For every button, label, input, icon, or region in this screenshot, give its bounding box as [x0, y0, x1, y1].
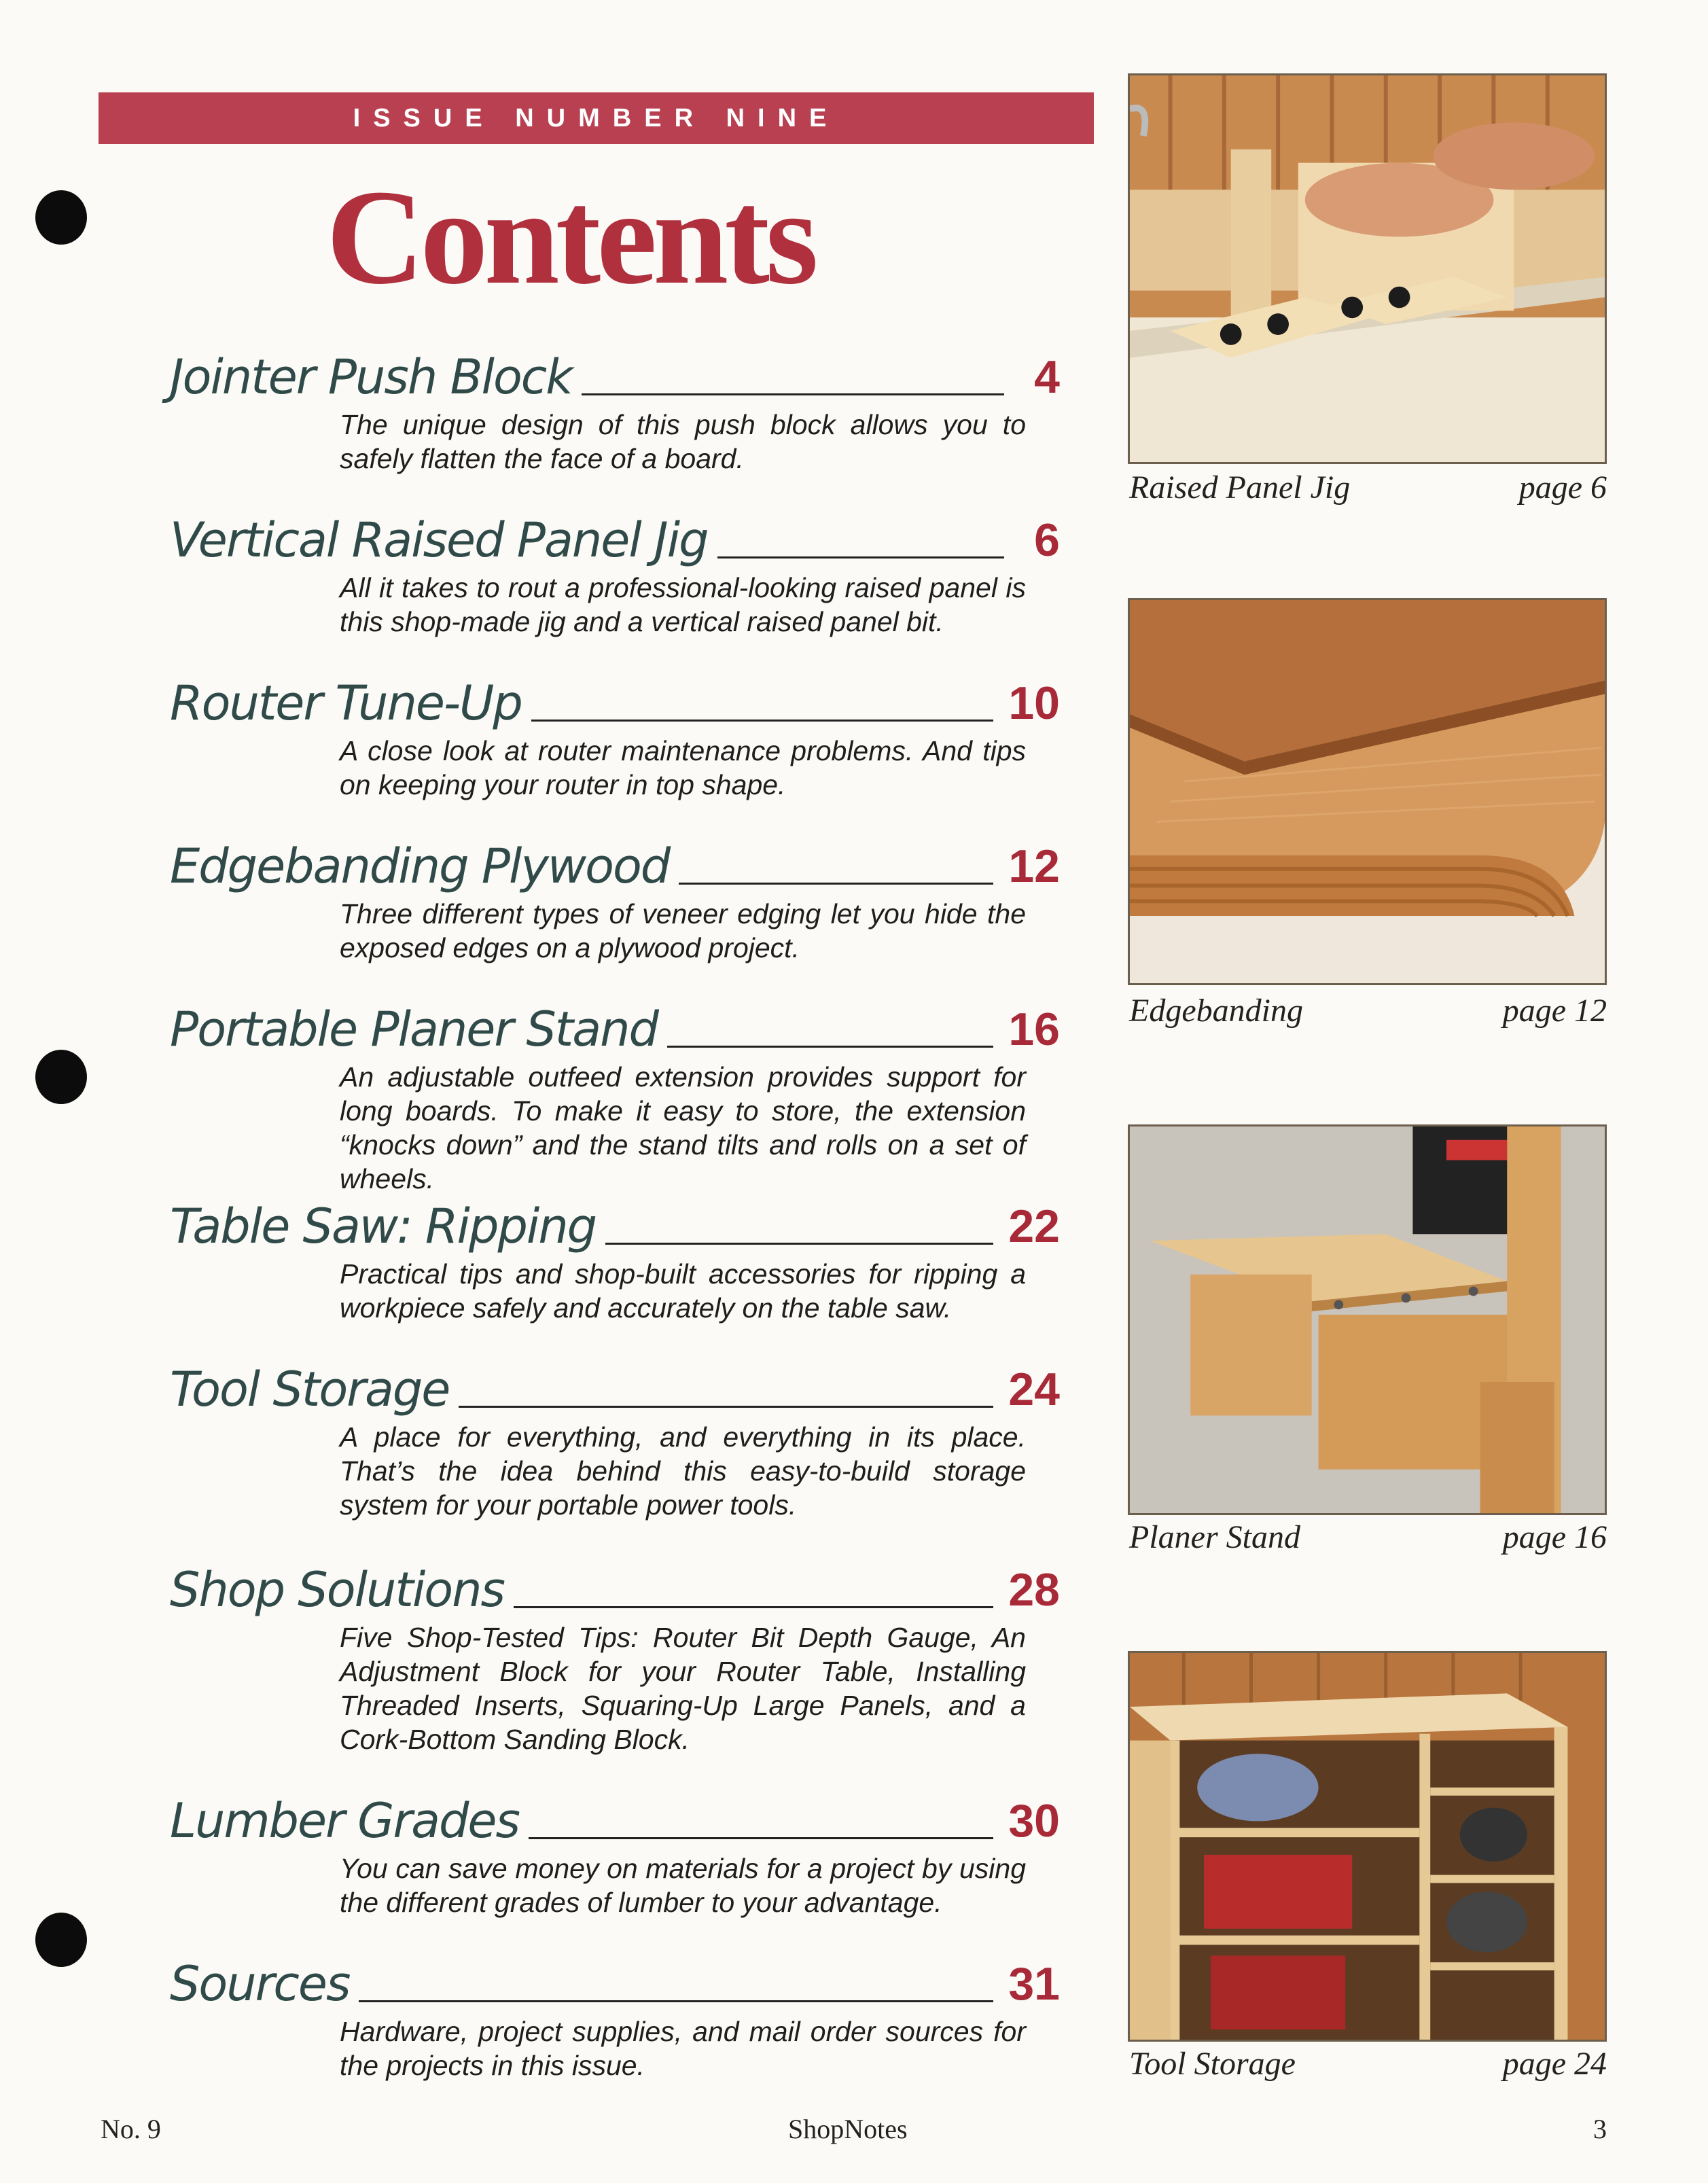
entry-page-number: 28: [1008, 1564, 1060, 1616]
photo-caption: [1128, 469, 1607, 510]
entry-title: Tool Storage: [170, 1362, 450, 1417]
footer-magazine: ShopNotes: [788, 2114, 908, 2144]
leader-rule: [459, 1406, 993, 1408]
entry-title: Edgebanding Plywood: [170, 838, 670, 894]
entry-description: Hardware, project supplies, and mail order sources for the projects in this issue.: [340, 2016, 1026, 2081]
entry-title: Jointer Push Block: [170, 349, 572, 405]
photo-edgebanding: [1128, 598, 1607, 985]
page-title: Contents: [326, 162, 815, 313]
binder-hole-bottom: [35, 1913, 87, 1967]
entry-description: An adjustable outfeed extension provides support for long boards. To make it easy to store, the extension “knocks down” and the stand tilts and rolls on a set of wheels.: [340, 1061, 1026, 1194]
leader-rule: [582, 393, 1004, 395]
entry-page-number: 22: [1008, 1201, 1060, 1252]
leader-rule: [679, 883, 993, 885]
photo-caption: [1128, 1519, 1607, 1559]
caption-label: Edgebanding: [1129, 993, 1303, 1029]
caption-page: page 24: [1502, 2046, 1607, 2082]
leader-rule: [514, 1606, 993, 1608]
photo-caption: [1128, 2045, 1607, 2086]
entry-title: Sources: [170, 1956, 350, 2012]
footer-issue: No. 9: [101, 2114, 161, 2144]
leader-rule: [359, 2000, 993, 2002]
entry-description: All it takes to rout a professional-looking raised panel is this shop-made jig and a vertical raised panel bit.: [340, 572, 1026, 637]
entry-description: You can save money on materials for a project by using the different grades of lumber to your advantage.: [340, 1853, 1026, 1918]
entry-title: Router Tune-Up: [170, 675, 522, 731]
entry-title: Vertical Raised Panel Jig: [170, 512, 708, 568]
entry-page-number: 30: [1008, 1795, 1060, 1847]
leader-rule: [531, 720, 994, 722]
caption-page: page 16: [1502, 1519, 1607, 1555]
leader-rule: [529, 1837, 993, 1839]
caption-label: Raised Panel Jig: [1129, 469, 1351, 505]
entry-page-number: 31: [1008, 1958, 1060, 2010]
entry-page-number: 12: [1008, 840, 1060, 892]
caption-label: Tool Storage: [1129, 2046, 1296, 2082]
binder-hole-middle: [35, 1050, 87, 1104]
entry-page-number: 6: [1034, 514, 1060, 566]
issue-banner: ISSUE NUMBER NINE: [99, 92, 1094, 144]
footer-page-number: 3: [1593, 2114, 1607, 2144]
photo-tool-storage: [1128, 1651, 1607, 2042]
entry-description: Three different types of veneer edging let you hide the exposed edges on a plywood project.: [340, 898, 1026, 963]
entry-description: A place for everything, and everything in its place. That’s the idea behind this easy-to-build storage system for your portable power tools.: [340, 1421, 1026, 1521]
photo-caption: [1128, 992, 1607, 1033]
photo-raised-panel-jig: [1128, 73, 1607, 464]
entry-title: Portable Planer Stand: [170, 1001, 658, 1057]
caption-label: Planer Stand: [1129, 1519, 1300, 1555]
entry-description: Practical tips and shop-built accessories for ripping a workpiece safely and accurately on the table saw.: [340, 1258, 1026, 1324]
entry-description: Five Shop-Tested Tips: Router Bit Depth Gauge, An Adjustment Block for your Router Table, Installing Threaded Inserts, Squaring-Up Large Panels, and a Cork-Bottom Sanding Block.: [340, 1622, 1026, 1755]
entry-page-number: 4: [1034, 351, 1060, 403]
caption-page: page 12: [1502, 993, 1607, 1029]
entry-title: Lumber Grades: [170, 1793, 519, 1849]
leader-rule: [717, 556, 1004, 558]
leader-rule: [605, 1243, 993, 1245]
leader-rule: [667, 1046, 993, 1048]
entry-page-number: 16: [1008, 1004, 1060, 1055]
entry-description: A close look at router maintenance problems. And tips on keeping your router in top shape.: [340, 735, 1026, 800]
entry-page-number: 24: [1008, 1364, 1060, 1415]
binder-hole-top: [35, 190, 87, 245]
caption-page: page 6: [1518, 469, 1607, 505]
entry-title: Shop Solutions: [170, 1562, 504, 1618]
photo-planer-stand: [1128, 1124, 1607, 1515]
entry-title: Table Saw: Ripping: [170, 1199, 597, 1254]
entry-description: The unique design of this push block allows you to safely flatten the face of a board.: [340, 409, 1026, 474]
entry-page-number: 10: [1008, 677, 1060, 729]
